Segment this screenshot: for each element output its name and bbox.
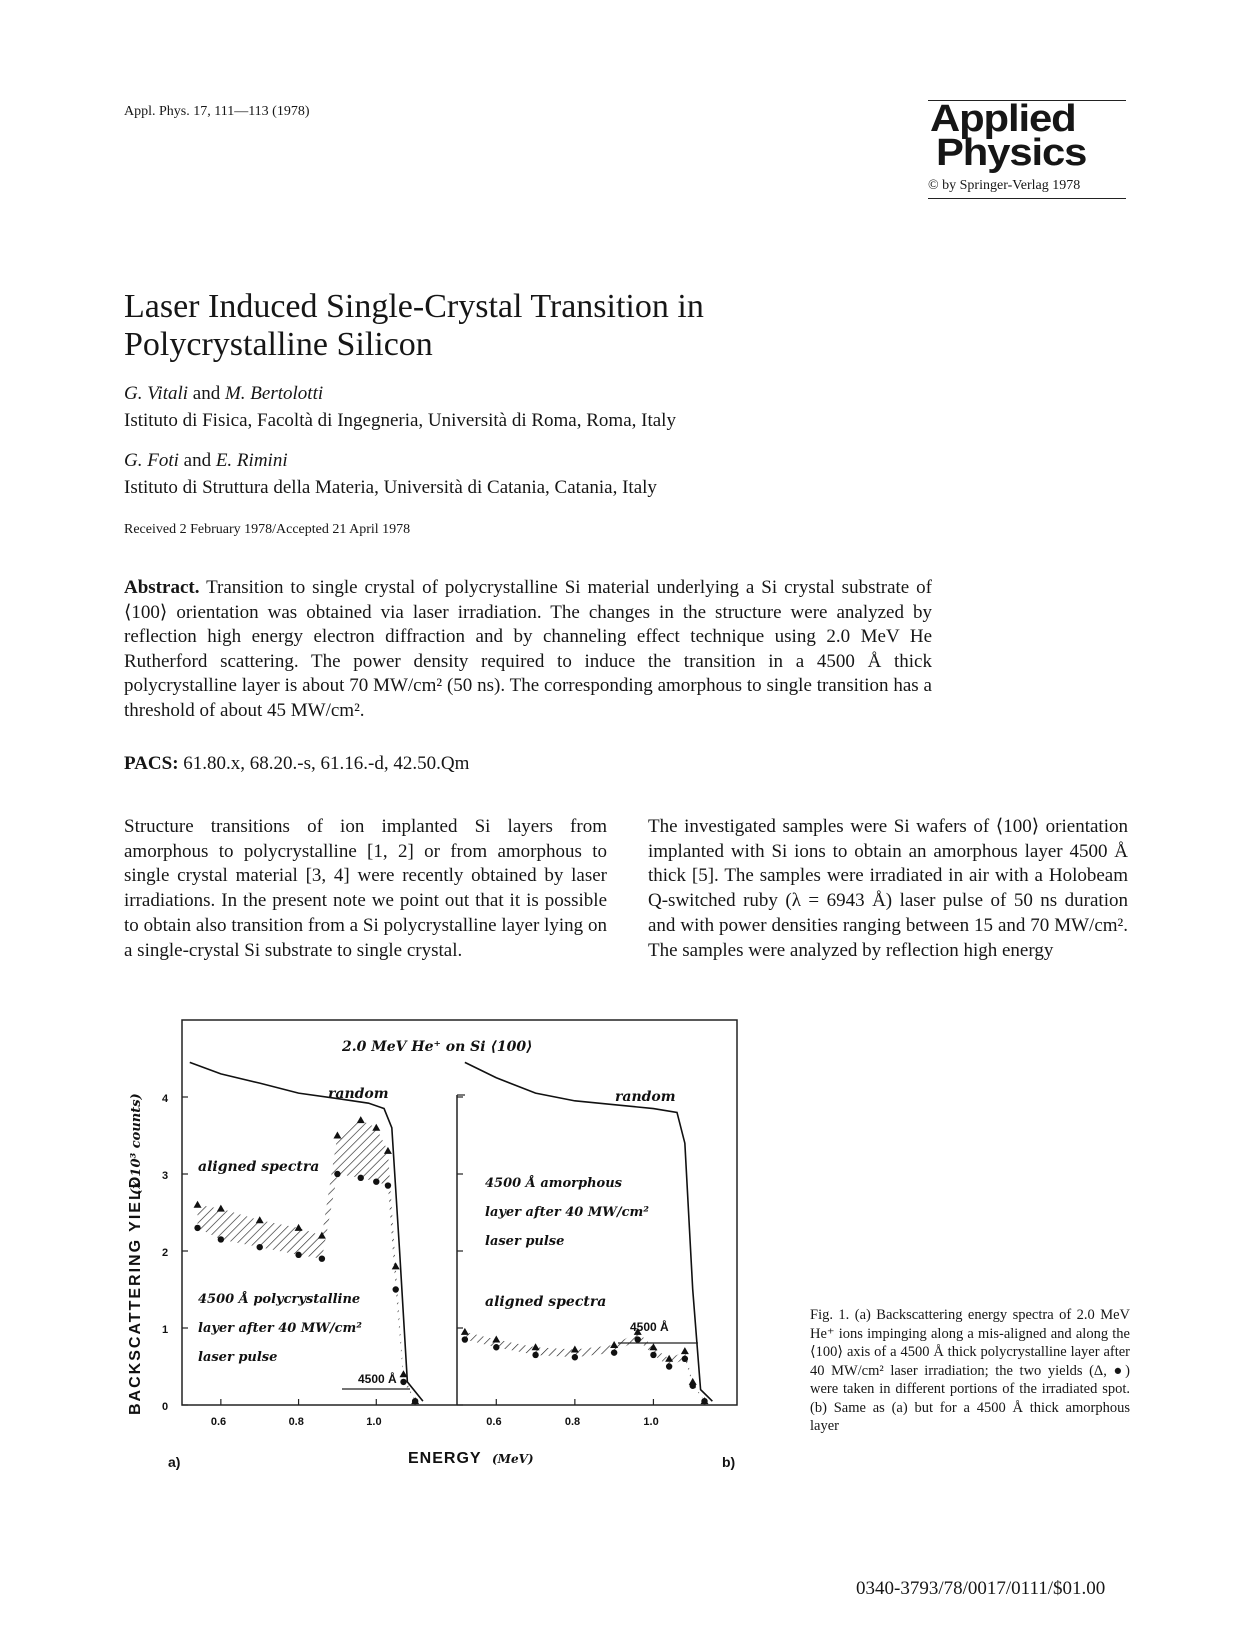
y-tick-label: 0 bbox=[162, 1401, 169, 1413]
abstract-text: Transition to single crystal of polycrystalline Si material underlying a Si crystal substrate of ⟨100⟩ orientation was obtained via laser irradiation. The changes in the structure were analyzed by reflection high energy electron diffraction and by channeling effect technique using 2.0 MeV He Rutherford scattering. The power density required to induce the transition in a 4500 Å thick polycrystalline layer is about 70 MW/cm² (50 ns). The corresponding amorphous to single transition has a threshold of about 45 MW/cm². bbox=[124, 577, 932, 721]
panel-a-layer-line1: 4500 Å polycrystalline bbox=[198, 1292, 361, 1307]
aligned-dot-point bbox=[690, 1383, 696, 1389]
y-tick-label: 1 bbox=[162, 1324, 169, 1336]
aligned-dot-point bbox=[412, 1398, 418, 1404]
figure-header-label: 2.0 MeV He⁺ on Si ⟨100⟩ bbox=[342, 1039, 533, 1055]
x-tick-label: 0.6 bbox=[486, 1416, 502, 1428]
panel-a-layer-line2: layer after 40 MW/cm² bbox=[198, 1321, 362, 1336]
panel-b-random-label: random bbox=[615, 1089, 676, 1105]
body-column-left: Structure transitions of ion implanted Si layers from amorphous to polycrystalline [1, 2] or from amorphous to single crystal material [3, 4] were recently obtained by laser irradiations. In the present note we point out that it is possible to obtain also transition from a Si polycrystalline layer lying on a single-crystal Si substrate to single crystal. bbox=[124, 816, 607, 961]
panel-b-layer-line3: laser pulse bbox=[485, 1234, 565, 1249]
document-code: 0340-3793/78/0017/0111/$01.00 bbox=[856, 1578, 1106, 1599]
received-dates: Received 2 February 1978/Accepted 21 April 1978 bbox=[124, 522, 411, 537]
aligned-dot-point bbox=[666, 1363, 672, 1369]
journal-logo-line1: Applied bbox=[930, 98, 1076, 140]
x-tick-label: 0.6 bbox=[210, 1416, 227, 1428]
authors-group-1 bbox=[124, 383, 323, 405]
abstract-label: Abstract. bbox=[124, 577, 200, 598]
x-tick-label: 0.8 bbox=[288, 1416, 304, 1428]
affiliation-1: Istituto di Fisica, Facoltà di Ingegneria, Università di Roma, Roma, Italy bbox=[124, 410, 676, 431]
aligned-dot-point bbox=[334, 1171, 340, 1177]
author-conjunction: and bbox=[183, 450, 212, 471]
aligned-triangle-point bbox=[681, 1347, 689, 1354]
aligned-triangle-point bbox=[392, 1262, 400, 1269]
author-rimini: E. Rimini bbox=[215, 450, 288, 471]
aligned-dot-point bbox=[572, 1354, 578, 1360]
axis-tick-labels bbox=[162, 1093, 659, 1428]
aligned-dot-point bbox=[385, 1182, 391, 1188]
pacs-codes bbox=[124, 753, 469, 775]
y-tick-label: 4 bbox=[162, 1093, 169, 1105]
aligned-dot-point bbox=[358, 1175, 364, 1181]
y-axis-unit: (x 10³ counts) bbox=[129, 1093, 144, 1195]
author-foti: G. Foti bbox=[124, 450, 179, 471]
aligned-dot-point bbox=[635, 1336, 641, 1342]
x-tick-label: 1.0 bbox=[366, 1416, 382, 1428]
aligned-dot-point bbox=[393, 1286, 399, 1292]
journal-reference: Appl. Phys. 17, 111—113 (1978) bbox=[124, 104, 310, 119]
figure-caption: Fig. 1. (a) Backscattering energy spectra of 2.0 MeV He⁺ ions impinging along a mis-aligned and along the ⟨100⟩ axis of a 4500 Å thick polycrystalline layer after 40 MW/cm² laser irradiation; the two yields (Δ, ●) were taken in different portions of the irradiated spot. (b) Same as (a) but for a 4500 Å thick amorphous layer bbox=[810, 1307, 1130, 1434]
y-tick-label: 3 bbox=[162, 1170, 169, 1182]
pacs-text: 61.80.x, 68.20.-s, 61.16.-d, 42.50.Qm bbox=[183, 753, 470, 774]
aligned-triangle-point bbox=[217, 1205, 225, 1212]
author-bertolotti: M. Bertolotti bbox=[224, 383, 324, 404]
panel-a-random-label: random bbox=[328, 1086, 389, 1102]
panel-a-layer-line3: laser pulse bbox=[198, 1350, 278, 1365]
aligned-triangle-point bbox=[571, 1346, 579, 1353]
y-axis-label: BACKSCATTERING YIELD bbox=[127, 1174, 144, 1415]
panel-b-layer-line1: 4500 Å amorphous bbox=[485, 1176, 623, 1191]
aligned-dot-point bbox=[373, 1179, 379, 1185]
aligned-triangle-point bbox=[461, 1328, 469, 1335]
affiliation-2: Istituto di Struttura della Materia, Università di Catania, Catania, Italy bbox=[124, 477, 657, 498]
body-column-right: The investigated samples were Si wafers of ⟨100⟩ orientation implanted with Si ions to obtain an amorphous layer 4500 Å thick [5]. The samples were irradiated in air with a Holobeam Q-switched ruby (λ = 6943 Å) laser pulse of 50 ns duration and with power densities ranging between 15 and 70 MW/cm². The samples were analyzed by reflection high energy bbox=[648, 816, 1128, 961]
pacs-label: PACS: bbox=[124, 753, 179, 774]
aligned-triangle-point bbox=[194, 1201, 202, 1208]
aligned-dot-point bbox=[400, 1379, 406, 1385]
y-tick-label: 2 bbox=[162, 1247, 169, 1259]
authors-group-2 bbox=[124, 450, 288, 472]
aligned-dot-point bbox=[682, 1356, 688, 1362]
x-tick-label: 1.0 bbox=[643, 1416, 659, 1428]
panel-a-aligned-label: aligned spectra bbox=[198, 1159, 320, 1175]
aligned-dot-point bbox=[319, 1256, 325, 1262]
aligned-dot-point bbox=[257, 1244, 263, 1250]
aligned-dot-point bbox=[295, 1252, 301, 1258]
panel-a-tag: a) bbox=[168, 1454, 181, 1470]
aligned-dot-point bbox=[701, 1398, 707, 1404]
aligned-dot-point bbox=[194, 1225, 200, 1231]
aligned-dot-point bbox=[532, 1352, 538, 1358]
panel-b-aligned-label: aligned spectra bbox=[485, 1294, 607, 1310]
journal-logo-line2: Physics bbox=[936, 132, 1087, 174]
copyright-notice: © by Springer-Verlag 1978 bbox=[928, 178, 1081, 193]
panel-b-layer-line2: layer after 40 MW/cm² bbox=[485, 1205, 649, 1220]
author-vitali: G. Vitali bbox=[124, 383, 189, 404]
aligned-dot-point bbox=[493, 1344, 499, 1350]
aligned-triangle-point bbox=[357, 1116, 365, 1123]
panel-b-tag: b) bbox=[722, 1454, 736, 1470]
x-axis-label: ENERGY bbox=[408, 1450, 482, 1467]
x-axis-unit: (MeV) bbox=[492, 1452, 534, 1466]
panel-b-thickness-label: 4500 Å bbox=[630, 1320, 669, 1334]
panel-a-thickness-label: 4500 Å bbox=[358, 1372, 397, 1386]
aligned-dot-point bbox=[611, 1349, 617, 1355]
abstract bbox=[124, 576, 932, 723]
aligned-dot-point bbox=[462, 1336, 468, 1342]
logo-rule-bottom bbox=[928, 198, 1126, 199]
author-conjunction: and bbox=[192, 383, 221, 404]
figure-1-backscattering bbox=[110, 1005, 810, 1545]
x-tick-label: 0.8 bbox=[564, 1416, 581, 1428]
aligned-dot-point bbox=[218, 1236, 224, 1242]
aligned-dot-point bbox=[650, 1352, 656, 1358]
paper-title: Laser Induced Single-Crystal Transition in Polycrystalline Silicon bbox=[124, 288, 704, 363]
